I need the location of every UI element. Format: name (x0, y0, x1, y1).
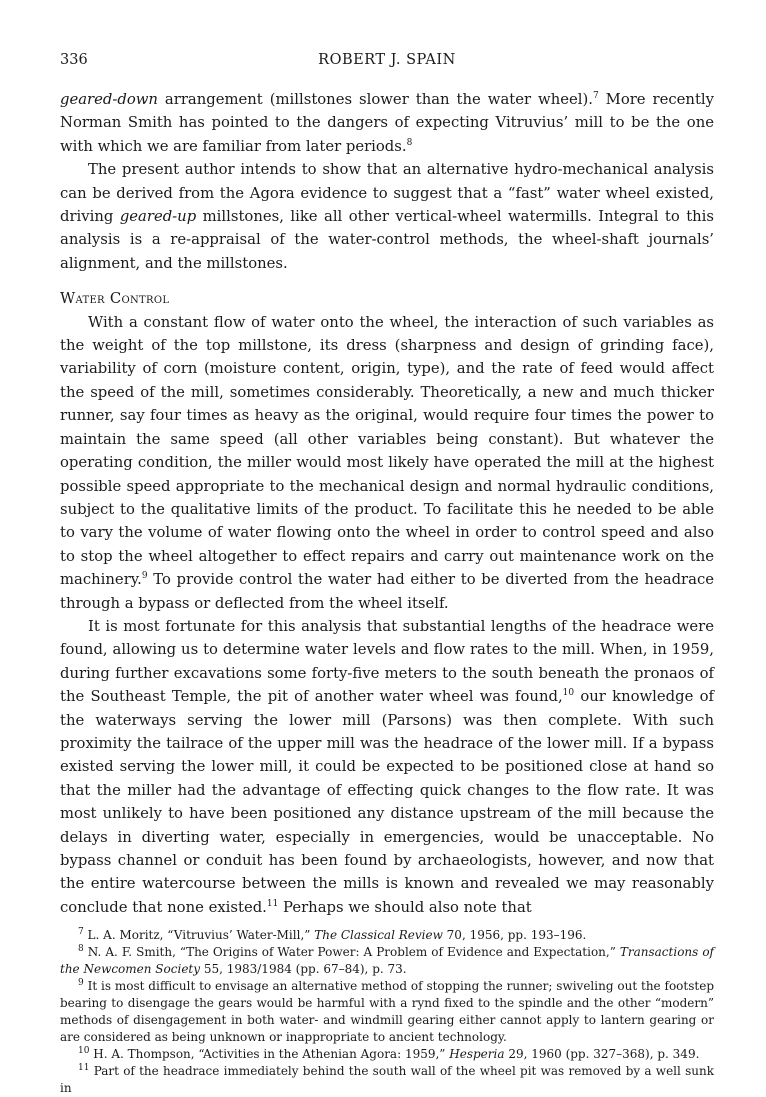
footnote-ref: 11 (266, 898, 279, 909)
body-text (60, 88, 714, 919)
italic-term: geared-down (60, 91, 158, 108)
text-run: 55, 1983/1984 (pp. 67–84), p. 73. (200, 962, 407, 977)
italic-term: geared-up (119, 208, 197, 226)
text-run: 29, 1960 (pp. 327–368), p. 349. (504, 1047, 700, 1062)
text-run: With a constant flow of water onto the wheel, the interaction of such variables as the weight of the top millstone, its dress (sharpness and design of grinding face), variability of corn (moisture content, origin, type), and the rate of feed would affect the speed of the mill, sometimes considerably. Theoretically, a new and much thicker runner, say four times as heavy as the original, would require four times the power to maintain the same speed (all other variables being constant). But whatever the operating condition, the miller would most likely have operated the mill at the highest possible speed appropriate to the mechanical design and normal hydraulic conditions, subject to the qualitative limits of the product. To facilitate this he needed to be able to vary the volume of water flowing onto the wheel in order to control speed and also to stop the wheel altogether to effect repairs and carry out maintenance work on the machinery. (60, 313, 714, 589)
paragraph (60, 615, 714, 919)
text-run: 70, 1956, pp. 193–196. (442, 928, 587, 943)
text-run: arrangement (millstones slower than the water wheel). (157, 91, 593, 108)
text-run: The present author intends to show that an alternative hydro-mechanical analysis can be derived from the Agora evidence to suggest that a “fast” water wheel existed, driving (60, 161, 714, 226)
text-run: L. A. Moritz, “Vitruvius’ Water-Mill,” (83, 928, 315, 943)
text-run: N. A. F. Smith, “The Origins of Water Power: A Problem of Evidence and Expectation,” (83, 945, 620, 960)
text-run: It is most fortunate for this analysis that substantial lengths of the headrace were found, allowing us to determine water levels and flow rates to the mill. When, in 1959, during further excavations some forty-five meters to the south beneath the pronaos of the Southeast Temple, the pit of another water wheel was found, (60, 617, 714, 706)
journal-title: Hesperia (449, 1047, 505, 1062)
footnote-10 (60, 1046, 714, 1063)
footnote-8 (60, 944, 714, 978)
paragraph-continued (60, 88, 714, 158)
text-run: Part of the headrace immediately behind the south wall of the wheel pit was removed by a well sunk in (60, 1064, 714, 1096)
footnote-9 (60, 978, 714, 1046)
footnote-number: 8 (78, 944, 84, 955)
footnote-number: 11 (78, 1063, 90, 1074)
page-header (60, 46, 714, 76)
text-run: millstones, like all other vertical-wheel watermills. Integral to this analysis is a re-appraisal of the water-control methods, the wheel-shaft journals’ alignment, and the millstones. (60, 208, 714, 272)
footnote-number: 10 (78, 1046, 90, 1057)
journal-page (60, 46, 714, 1097)
footnotes (60, 927, 714, 1097)
footnote-ref: 9 (141, 571, 148, 582)
running-head: ROBERT J. SPAIN (318, 52, 456, 68)
footnote-ref: 10 (562, 688, 575, 699)
page-number: 336 (60, 52, 88, 68)
footnote-ref: 8 (406, 137, 413, 148)
footnote-ref: 7 (592, 91, 599, 102)
paragraph (60, 311, 714, 615)
footnote-number: 9 (78, 978, 84, 989)
journal-title: Transactions of the Newcomen Society (60, 945, 714, 977)
text-run: To provide control the water had either to be diverted from the headrace through a bypass or deflected from the wheel itself. (60, 571, 714, 612)
text-run: More recently Norman Smith has pointed to the dangers of expecting Vitruvius’ mill to be the one with which we are familiar from later periods. (60, 91, 714, 155)
footnote-number: 7 (78, 927, 84, 938)
paragraph (60, 158, 714, 275)
footnote-11 (60, 1063, 714, 1097)
text-run: Perhaps we should also note that (278, 898, 532, 916)
section-heading: Water Control (60, 290, 170, 308)
text-run: H. A. Thompson, “Activities in the Athenian Agora: 1959,” (89, 1047, 450, 1062)
text-run: It is most difficult to envisage an alternative method of stopping the runner; swiveling out the footstep bearing to disengage the gears would be harmful with a rynd fixed to the spindle and the other “modern” methods of disengagement in both water- and windmill gearing either cannot apply to lantern gearing or are considered as being unknown or inappropriate to ancient technology. (60, 979, 714, 1045)
text-run: our knowledge of the waterways serving the lower mill (Parsons) was then complete. With such proximity the tailrace of the upper mill was the headrace of the lower mill. If a bypass existed serving the lower mill, it could be expected to be positioned close at hand so that the miller had the advantage of effecting quick changes to the flow rate. It was most unlikely to have been positioned any distance upstream of the mill because the delays in diverting water, especially in emergencies, would be unacceptable. No bypass channel or conduit has been found by archaeologists, however, and now that the entire watercourse between the mills is known and revealed we may reasonably conclude that none existed. (60, 688, 714, 916)
footnote-7 (60, 927, 714, 944)
journal-title: The Classical Review (314, 928, 443, 943)
